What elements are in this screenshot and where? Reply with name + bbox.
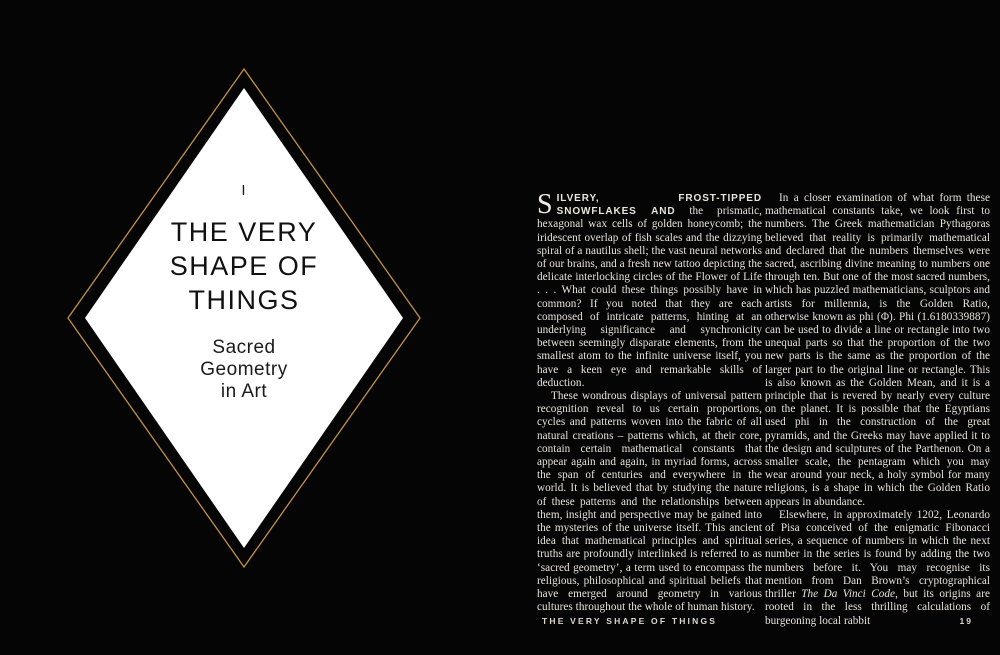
lead-small-caps: ILVERY, FROST-TIPPED SNOWFLAKES AND bbox=[556, 193, 762, 218]
footer-page-number: 19 bbox=[959, 616, 973, 626]
right-page bbox=[500, 0, 1000, 655]
drop-cap: S bbox=[537, 189, 553, 220]
chapter-opener-text bbox=[94, 182, 394, 403]
footer-running-title: THE VERY SHAPE OF THINGS bbox=[542, 616, 718, 626]
text-column-1 bbox=[537, 189, 762, 615]
paragraph-opening-body: the prismatic, hexagonal wax cells of golden honeycomb; the iridescent overlap of fish scales and the dizzying spiral of a nautilus shell; the vast neural networks of our brains, and a fresh new tattoo depicting the delicate interlocking circles of the Flower of Life . . . What could these things possibly have in common? If you noted that they are each composed of intricate patterns, hinting at an underlying significance and synchronicity between seemingly disparate elements, from the smallest atom to the infinite universe itself, you have a keen eye and remarkable skills of deduction. bbox=[537, 205, 762, 389]
chapter-subtitle bbox=[94, 337, 394, 403]
chapter-title bbox=[94, 215, 394, 317]
chapter-subtitle-line-2: Geometry bbox=[200, 359, 288, 380]
paragraph-4 bbox=[765, 509, 990, 628]
chapter-number: I bbox=[241, 182, 247, 199]
book-title-italic: The Da Vinci Code bbox=[801, 588, 896, 601]
chapter-title-line-1: THE VERY bbox=[170, 217, 318, 247]
paragraph-4-text-after: , but its origins are rooted in the less thrilling calculations of burgeoning local rabbit bbox=[765, 588, 990, 627]
paragraph-3: In a closer examination of what form these mathematical constants take, we look first to numbers. The Greek mathematician Pythagoras believed that reality is primarily mathematical and declared that the numbers themselves were sacred, ascribing divine meaning to numbers one through ten. But one of the most sacred numbers, which has puzzled mathematicians, sculptors and artists for millennia, is the Golden Ratio, otherwise known as phi (Φ). Phi (1.6180339887) can be used to divide a line or rectangle into two unequal parts so that the proportion of the two new parts is the same as the proportion of the larger part to the original line or rectangle. This is also known as the Golden Mean, and it is a principle that is revered by nearly every culture on the planet. It is possible that the Egyptians used phi in the construction of the great pyramids, and the Greeks may have applied it to the design and sculptures of the Parthenon. On a smaller scale, the pentagram which you may wear around your neck, a holy symbol for many religions, is a shape in which the Golden Ratio appears in abundance. bbox=[765, 192, 990, 508]
text-column-2 bbox=[765, 192, 990, 628]
paragraph-4-text: Elsewhere, in approximately 1202, Leonardo of Pisa conceived of the enigmatic Fibonacci series, a sequence of numbers in which the next number in the series is found by adding the two numbers before it. You may recognise its mention from Dan Brown’s cryptographical thriller bbox=[765, 508, 990, 601]
chapter-title-line-2: SHAPE OF bbox=[169, 251, 319, 281]
paragraph-2: These wondrous displays of universal pattern recognition reveal to us certain proportions, cycles and patterns woven into the fabric of all natural creations – patterns which, at their core, contain certain mathematical constants that appear again and again, in myriad forms, across the span of centuries and everywhere in the world. It is believed that by studying the nature of these patterns and the relationships between them, insight and perspective may be gained into the mysteries of the universe itself. This ancient idea that mathematical principles and spiritual truths are profoundly interlinked is referred to as ‘sacred geometry’, a term used to encompass the religious, philosophical and spiritual beliefs that have emerged around geometry in various cultures throughout the whole of human history. bbox=[537, 390, 762, 614]
chapter-title-line-3: THINGS bbox=[188, 285, 300, 315]
paragraph-opening bbox=[537, 189, 762, 390]
chapter-subtitle-line-1: Sacred bbox=[212, 337, 276, 358]
chapter-subtitle-line-3: in Art bbox=[220, 381, 268, 402]
